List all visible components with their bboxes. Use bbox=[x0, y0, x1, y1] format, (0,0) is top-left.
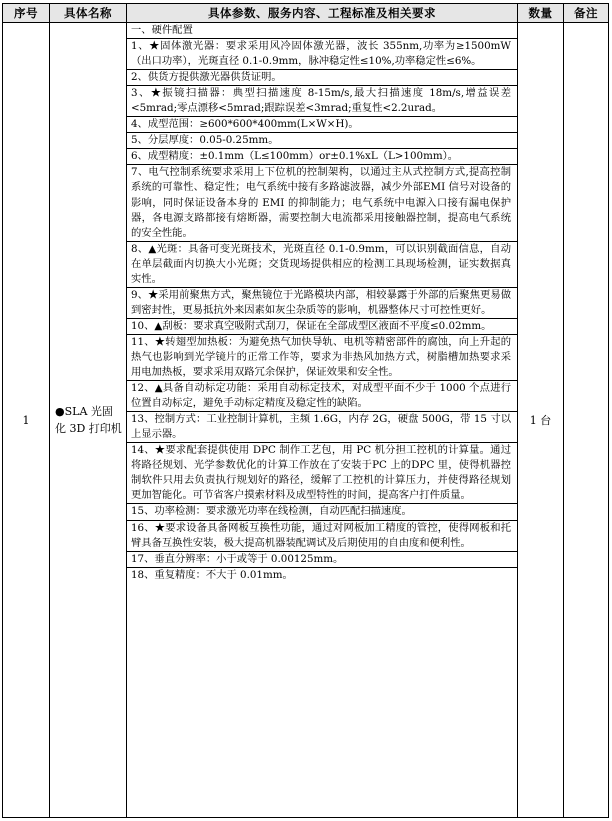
requirement-item: 18、重复精度：不大于 0.01mm。 bbox=[131, 568, 293, 581]
row-note bbox=[564, 23, 609, 818]
requirement-item: 5、分层厚度：0.05-0.25mm。 bbox=[127, 133, 517, 149]
table-header-row bbox=[3, 4, 609, 23]
row-product-name: ●SLA 光固化 3D 打印机 bbox=[50, 23, 127, 818]
requirement-item: 2、供货方提供激光器供货证明。 bbox=[127, 70, 517, 86]
requirement-section-heading: 一、硬件配置 bbox=[127, 23, 517, 39]
header-seq: 序号 bbox=[3, 4, 50, 23]
row-seq: 1 bbox=[3, 23, 50, 818]
requirement-item: 3、★振镜扫描器：典型扫描速度 8-15m/s,最大扫描速度 18m/s,增益误差<5mrad;零点漂移<5mrad;跟踪误差<3mrad;重复性<2.2urad。 bbox=[127, 86, 517, 117]
requirement-item: 13、控制方式：工业控制计算机，主频 1.6G，内存 2G，硬盘 500G，带 15 寸以上显示器。 bbox=[127, 412, 517, 443]
header-name: 具体名称 bbox=[50, 4, 127, 23]
requirement-item: 11、★转翅型加热板：为避免热气加快导轨、电机等精密部件的腐蚀，向上升起的热气也影响到光学镜片的正常工作等，要求为非热风加热方式，树脂槽加热要求采用电加热板，要求采用双路冗余保护，保证效果和安全性。 bbox=[127, 335, 517, 381]
header-note: 备注 bbox=[564, 4, 609, 23]
requirement-item: 12、▲具备自动标定功能：采用自动标定技术，对成型平面不少于 1000 个点进行位置自动标定，避免手动标定精度及稳定性的缺陷。 bbox=[127, 381, 517, 412]
header-qty: 数量 bbox=[518, 4, 564, 23]
requirement-item: 15、功率检测：要求激光功率在线检测，自动匹配扫描速度。 bbox=[127, 504, 517, 520]
requirement-item: 14、★要求配套提供使用 DPC 制作工艺包，用 PC 机分担工控机的计算量。通过将路径规划、光学参数优化的计算工作放在了安装于PC 上的DPC 里，使得机器控制软件只用去负责执行规划好的路径，缓解了工控机的计算压力，并使得路径规划更加智能化。可节省客户摸索材料及成型特性的时间，提高客户打件质量。 bbox=[127, 443, 517, 504]
table-row bbox=[3, 23, 609, 818]
header-spec: 具体参数、服务内容、工程标准及相关要求 bbox=[127, 4, 518, 23]
requirement-item: 8、▲光斑：具备可变光斑技术，光斑直径 0.1-0.9mm，可以识别截面信息，自动在单层截面内切换大小光斑；交货现场提供相应的检测工具现场检测，证实数据真实性。 bbox=[127, 242, 517, 288]
spec-table-sheet bbox=[2, 3, 608, 818]
requirement-item: 4、成型范围：≥600*600*400mm(L×W×H)。 bbox=[127, 117, 517, 133]
requirement-item: 1、★固体激光器：要求采用风冷固体激光器，波长 355nm,功率为≥1500mW（出口功率），光斑直径 0.1-0.9mm，脉冲稳定性≤10%,功率稳定性≤6%。 bbox=[127, 39, 517, 70]
row-quantity: 1 台 bbox=[518, 23, 564, 818]
requirement-item: 10、▲刮板：要求真空吸附式刮刀，保证在全部成型区液面不平度≤0.02mm。 bbox=[127, 319, 517, 335]
requirement-item: 7、电气控制系统要求采用上下位机的控制架构，以通过主从式控制方式,提高控制系统的可靠性、稳定性；电气系统中接有多路滤波器，减少外部EMI 信号对设备的影响，同时保证设备本身的 EMI 的抑制能力；电气系统中电源入口接有漏电保护器，各电源支路都接有熔断器，需要控制大电流都采用接触器控制，提高电气系统的安全性能。 bbox=[127, 165, 517, 241]
requirement-item: 6、成型精度：±0.1mm（L≤100mm）or±0.1%xL（L>100mm）。 bbox=[127, 149, 517, 165]
requirement-item: 9、★采用前聚焦方式，聚焦镜位于光路模块内部，相较暴露于外部的后聚焦更易做到密封性，更易抵抗外来因素如灰尘杂质等的影响，机器整体尺寸可控性更好。 bbox=[127, 288, 517, 319]
requirements-cell bbox=[127, 23, 518, 818]
spec-table bbox=[2, 3, 609, 818]
requirement-item: 17、垂直分辨率：小于或等于 0.00125mm。 bbox=[127, 552, 517, 568]
requirement-item: 16、★要求设备具备网板互换性功能，通过对网板加工精度的管控，使得网板和托臂具备互换性安装，极大提高机器装配调试及后期使用的自由度和便利性。 bbox=[127, 521, 517, 552]
